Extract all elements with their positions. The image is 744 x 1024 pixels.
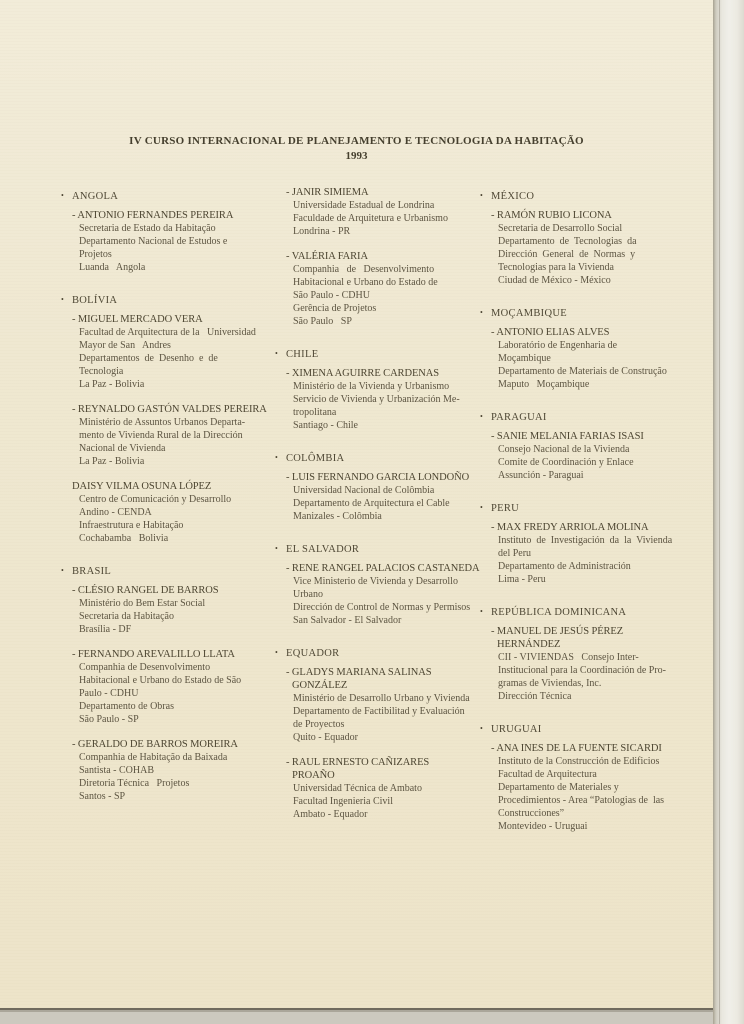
affiliation-line: Companhia de Desenvolvimento [293,264,435,275]
participant-name-line: - GLADYS MARIANA SALINAS [286,667,432,678]
participant-name-line: PROAÑO [292,770,335,781]
country-bullet-icon: • [61,566,64,575]
affiliation-line: del Peru [498,548,532,559]
country-bullet-icon: • [480,412,483,421]
affiliation-line: Centro de Comunicación y Desarrollo [79,494,232,505]
participant-name-line: - ANTONIO FERNANDES PEREIRA [72,210,234,221]
affiliation-line: Departamento de Administración [498,561,631,572]
participant-entry [61,209,275,274]
country-row [480,407,691,425]
country-bullet-icon: • [480,503,483,512]
affiliation-line: Instituto de Investigación da la Vivienda [498,535,673,546]
affiliation-line: Manizales - Colômbia [293,511,382,522]
country-name: BOLÍVIA [72,295,118,306]
country-row [275,643,480,661]
country-name: ANGOLA [72,191,119,202]
affiliation-line: Instituto de la Construcción de Edificios [498,756,660,767]
affiliation-line: Projetos [79,249,112,260]
adjacent-page-edge [713,0,744,1024]
participant-entry [480,742,691,833]
participant-entry [480,209,691,287]
country-section [480,407,691,482]
participant-name-line: - VALÉRIA FARIA [286,251,368,262]
participant-name-line: - REYNALDO GASTÓN VALDES PEREIRA [72,404,267,415]
affiliation-line: Ambato - Equador [293,809,368,820]
affiliation-line: Facultad Ingenieria Civil [293,796,393,807]
participant-entry [61,313,275,391]
participant-entry [61,648,275,726]
affiliation-line: de Proyectos [293,719,345,730]
country-bullet-icon: • [275,648,278,657]
affiliation-line: Departamento Nacional de Estudos e [79,236,228,247]
affiliation-line: Companhia de Habitação da Baixada [79,752,228,763]
column-1 [61,186,275,819]
country-name: PERU [491,503,520,514]
affiliation-line: CII - VIVIENDAS Consejo Inter- [498,652,639,663]
country-section [61,186,275,274]
affiliation-line: Departamento de Materiales y [498,782,619,793]
affiliation-line: Universidade Estadual de Londrina [293,200,435,211]
affiliation-line: Construcciones” [498,808,565,819]
country-name: CHILE [286,349,319,360]
affiliation-line: Paulo - CDHU [79,688,139,699]
participant-entry [61,403,275,468]
participant-name-line: - GERALDO DE BARROS MOREIRA [72,739,238,750]
affiliation-line: Urbano [293,589,323,600]
country-section [480,719,691,833]
participant-entry [275,471,480,523]
page-year: 1993 [345,150,368,162]
country-section [480,498,691,586]
affiliation-line: Ciudad de México - México [498,275,611,286]
participant-name-line: - ANTONIO ELIAS ALVES [491,327,610,338]
participant-entry [480,521,691,586]
affiliation-line: Diretoria Técnica Projetos [79,778,190,789]
country-section [480,303,691,391]
country-bullet-icon: • [275,544,278,553]
affiliation-line: Faculdade de Arquitetura e Urbanismo [293,213,448,224]
page-seam-line [719,0,720,1024]
country-bullet-icon: • [480,308,483,317]
country-name: BRASIL [72,566,112,577]
affiliation-line: Mayor de San Andres [79,340,171,351]
country-bullet-icon: • [480,607,483,616]
column-2 [275,186,480,837]
country-name: URUGUAI [491,724,542,735]
participant-name-line: - RAUL ERNESTO CAÑIZARES [286,757,430,768]
country-section [480,602,691,703]
participant-name-line: - XIMENA AGUIRRE CARDENAS [286,368,439,379]
country-name: REPÚBLICA DOMINICANA [491,607,627,618]
affiliation-line: Consejo Nacional de la Vivienda [498,444,630,455]
participant-name-line: - LUIS FERNANDO GARCIA LONDOÑO [286,472,470,483]
affiliation-line: Nacional de Vivienda [79,443,166,454]
country-bullet-icon: • [61,295,64,304]
participant-columns [61,186,691,849]
participant-name-line: - RAMÓN RUBIO LICONA [491,210,612,221]
affiliation-line: Departamento de Materiais de Construção [498,366,667,377]
affiliation-line: Dirección General de Normas y [498,249,636,260]
affiliation-line: Quito - Equador [293,732,358,743]
participant-name-line: - MAX FREDY ARRIOLA MOLINA [491,522,649,533]
participant-name-line: - MIGUEL MERCADO VERA [72,314,203,325]
country-row [480,186,691,204]
affiliation-line: Departamentos de Desenho e de [79,353,218,364]
affiliation-line: Brasília - DF [79,624,132,635]
affiliation-line: Facultad de Arquitectura de la Universidad [79,327,256,338]
affiliation-line: mento de Vivienda Rural de la Dirección [79,430,243,441]
country-row [275,344,480,362]
country-row [480,719,691,737]
participant-entry [275,562,480,627]
participant-entry [275,250,480,328]
participant-entry [61,480,275,545]
country-section [275,344,480,432]
affiliation-line: Secretaria da Habitação [79,611,174,622]
country-name: EQUADOR [286,648,340,659]
scan-bottom-edge [0,1008,713,1024]
affiliation-line: Santista - COHAB [79,765,154,776]
affiliation-line: Habitacional e Urbano do Estado de São [79,675,242,686]
country-bullet-icon: • [480,724,483,733]
affiliation-line: Luanda Angola [79,262,146,273]
country-section [275,448,480,523]
participant-entry [480,326,691,391]
country-row [480,303,691,321]
title-block [0,134,713,162]
country-row [480,498,691,516]
affiliation-line: Comite de Coordinación y Enlace [498,457,634,468]
participant-name-line: HERNÁNDEZ [497,639,561,650]
participant-entry [275,756,480,821]
country-name: MOÇAMBIQUE [491,308,567,319]
participant-name-line: - SANIE MELANIA FARIAS ISASI [491,431,644,442]
affiliation-line: Ministério do Bem Estar Social [79,598,206,609]
participant-name-line: - MANUEL DE JESÚS PÉREZ [491,626,624,637]
affiliation-line: Universidad Técnica de Ambato [293,783,422,794]
country-bullet-icon: • [480,191,483,200]
affiliation-line: Montevideo - Uruguai [498,821,588,832]
participant-entry [480,430,691,482]
affiliation-line: Dirección Técnica [498,691,572,702]
affiliation-line: Gerência de Projetos [293,303,377,314]
column-3 [480,186,691,849]
participant-name-line: - ANA INES DE LA FUENTE SICARDI [491,743,662,754]
country-row [61,290,275,308]
affiliation-line: Santiago - Chile [293,420,358,431]
affiliation-line: La Paz - Bolivia [79,379,145,390]
affiliation-line: Institucional para la Coordinación de Pro- [498,665,667,676]
country-name: COLÔMBIA [286,453,345,464]
affiliation-line: Andino - CENDA [79,507,152,518]
affiliation-line: Departamento de Tecnologias da [498,236,637,247]
participant-name-line: - FERNANDO AREVALILLO LLATA [72,649,235,660]
affiliation-line: tropolitana [293,407,337,418]
country-row [275,539,480,557]
affiliation-line: Habitacional e Urbano do Estado de [293,277,438,288]
page-title: IV CURSO INTERNACIONAL DE PLANEJAMENTO E TECNOLOGIA DA HABITAÇÃO [129,135,584,147]
affiliation-line: Departamento de Obras [79,701,174,712]
participant-name-line: - CLÉSIO RANGEL DE BARROS [72,585,219,596]
country-bullet-icon: • [275,453,278,462]
country-section [61,290,275,545]
affiliation-line: Companhia de Desenvolvimento [79,662,211,673]
affiliation-line: Servicio de Vivienda y Urbanización Me- [293,394,460,405]
affiliation-line: Maputo Moçambique [498,379,590,390]
country-row [61,186,275,204]
affiliation-line: Londrina - PR [293,226,351,237]
participant-entry [275,367,480,432]
country-section [275,539,480,627]
affiliation-line: La Paz - Bolivia [79,456,145,467]
country-name: PARAGUAI [491,412,547,423]
country-name: MÉXICO [491,191,535,202]
country-section [480,186,691,287]
country-name: EL SALVADOR [286,544,360,555]
affiliation-line: Assunción - Paraguai [498,470,584,481]
affiliation-line: Infraestrutura e Habitação [79,520,184,531]
affiliation-line: São Paulo - SP [79,714,139,725]
participant-entry [61,738,275,803]
country-section [275,186,480,328]
country-bullet-icon: • [275,349,278,358]
affiliation-line: Universidad Nacional de Colômbia [293,485,435,496]
affiliation-line: Secretaria de Estado da Habitação [79,223,216,234]
affiliation-line: Procedimientos - Area “Patologias de las [498,795,665,806]
affiliation-line: São Paulo SP [293,316,352,327]
participant-entry [480,625,691,703]
participant-name-line: DAISY VILMA OSUNA LÓPEZ [72,481,212,492]
country-row [275,448,480,466]
participant-name-line: - JANIR SIMIEMA [286,187,369,198]
affiliation-line: Secretaria de Desarrollo Social [498,223,623,234]
affiliation-line: Dirección de Control de Normas y Permisos [293,602,471,613]
country-section [61,561,275,803]
affiliation-line: Facultad de Arquitectura [498,769,597,780]
affiliation-line: Ministério de la Vivienda y Urbanismo [293,381,450,392]
affiliation-line: Departamento de Arquitectura el Cable [293,498,450,509]
participant-entry [61,584,275,636]
affiliation-line: Vice Ministerio de Vivienda y Desarrollo [293,576,458,587]
participant-name-line: - RENE RANGEL PALACIOS CASTANEDA [286,563,480,574]
affiliation-line: San Salvador - El Salvador [293,615,402,626]
country-section [275,643,480,821]
affiliation-line: Lima - Peru [498,574,546,585]
affiliation-line: Moçambique [498,353,551,364]
affiliation-line: Tecnologia [79,366,124,377]
affiliation-line: gramas de Viviendas, Inc. [498,678,602,689]
country-row [61,561,275,579]
affiliation-line: Tecnologias para la Vivienda [498,262,614,273]
affiliation-line: Santos - SP [79,791,126,802]
participant-entry [275,666,480,744]
affiliation-line: Departamento de Factibilitad y Evaluación [293,706,465,717]
affiliation-line: Ministério de Assuntos Urbanos Departa- [79,417,246,428]
country-row [480,602,691,620]
affiliation-line: Cochabamba Bolivia [79,533,169,544]
affiliation-line: Laboratório de Engenharia de [498,340,618,351]
participant-name-line: GONZÁLEZ [292,680,348,691]
country-bullet-icon: • [61,191,64,200]
affiliation-line: Ministério de Desarrollo Urbano y Vivienda [293,693,470,704]
participant-entry [275,186,480,238]
affiliation-line: São Paulo - CDHU [293,290,370,301]
